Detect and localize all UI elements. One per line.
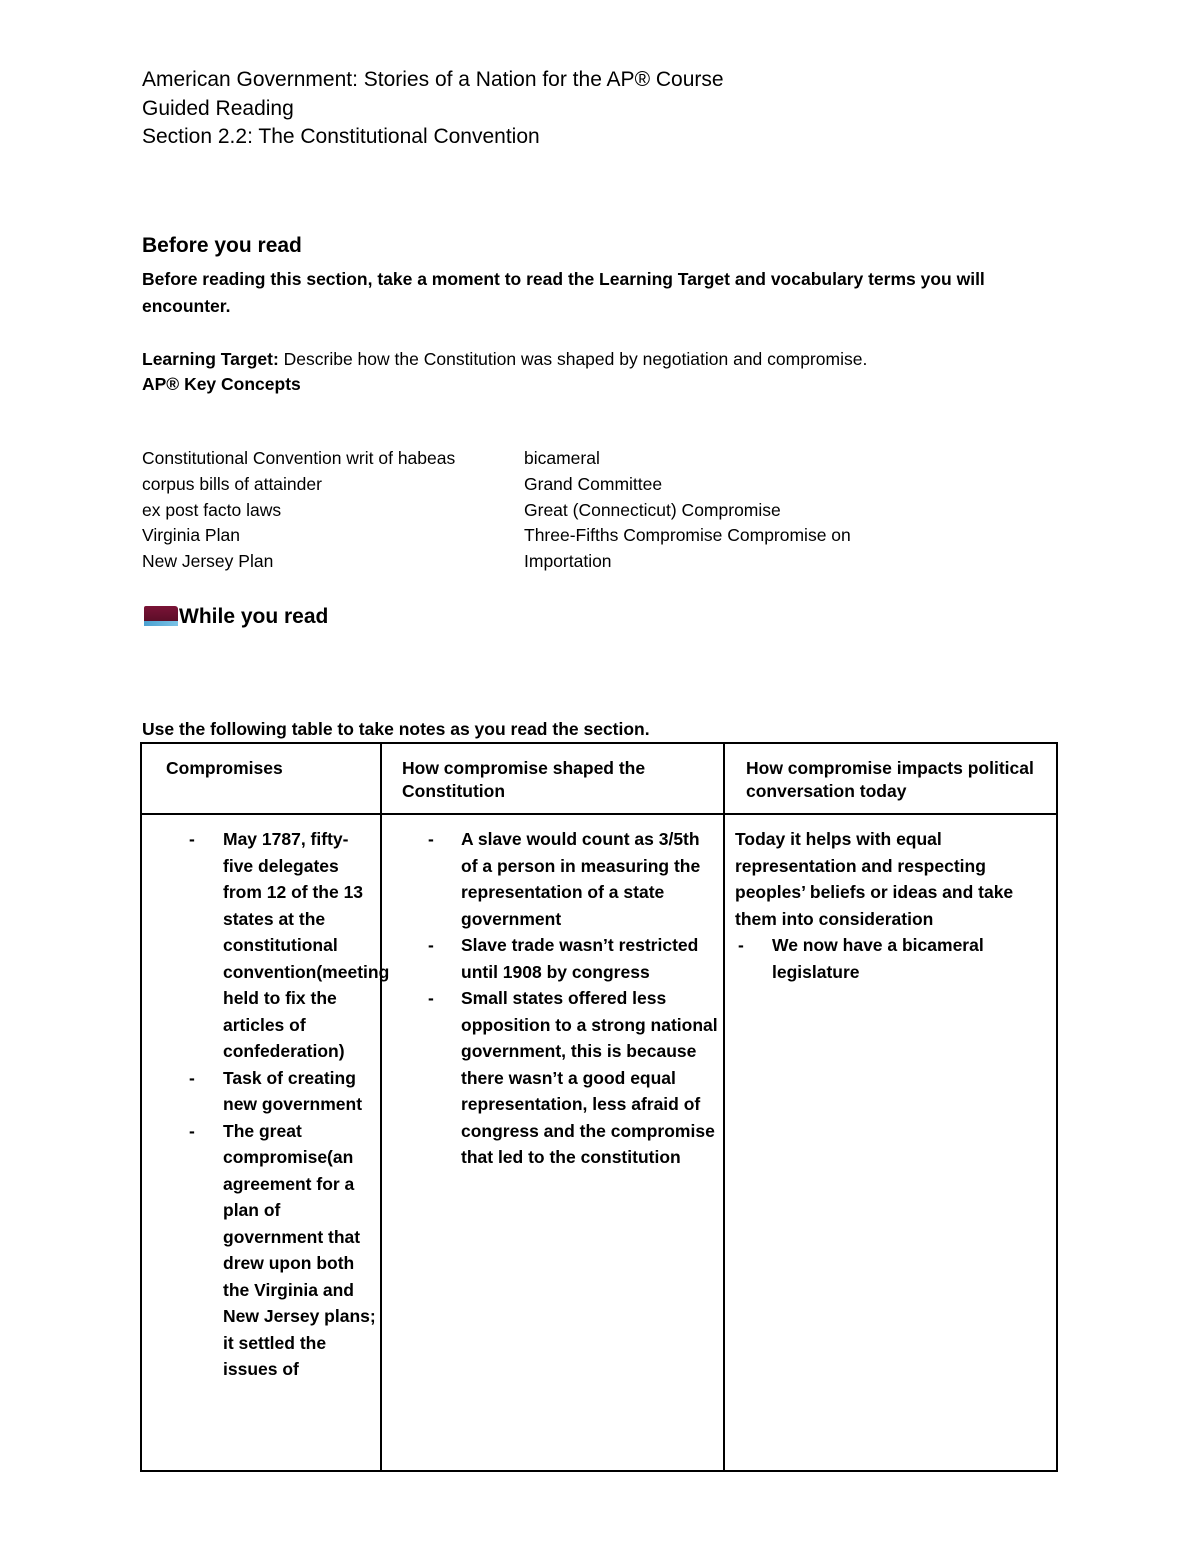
list-item: - Slave trade wasn’t restricted until 1908 by congress <box>425 932 720 985</box>
list-item: - May 1787, fifty-five delegates from 12 of the 13 states at the constitutional convention(meeting held to fix the articles of confederation) <box>186 826 376 1065</box>
today-paragraph: Today it helps with equal representation and respecting peoples’ beliefs or ideas and take them into consideration <box>735 829 1014 929</box>
constitution-cell[interactable] <box>425 826 720 1171</box>
document-header <box>142 66 724 152</box>
vocab-term: bicameral <box>524 448 600 468</box>
today-cell[interactable] <box>735 826 1055 985</box>
column-divider <box>723 744 725 1470</box>
list-item: - Task of creating new government <box>186 1065 376 1118</box>
while-you-read-heading: While you read <box>179 605 329 628</box>
vocab-term: Importation <box>524 551 612 572</box>
header-divider <box>142 813 1056 815</box>
column-header-today: How compromise impacts political conversation today <box>746 758 1034 801</box>
section-title: Section 2.2: The Constitutional Convention <box>142 125 540 148</box>
list-item: - We now have a bicameral legislature <box>735 932 1055 985</box>
notes-table <box>140 742 1058 1472</box>
column-header-constitution: How compromise shaped the Constitution <box>402 758 646 801</box>
vocab-term: corpus bills of attainder <box>142 473 322 494</box>
vocab-term: Constitutional Convention writ of habeas <box>142 448 456 468</box>
key-concepts-label: AP® Key Concepts <box>142 374 301 394</box>
vocab-list-left <box>142 446 455 575</box>
vocab-list-right <box>524 446 851 575</box>
column-divider <box>380 744 382 1470</box>
vocab-term: Three-Fifths Compromise Compromise on <box>524 525 851 546</box>
learning-target-text: Describe how the Constitution was shaped by negotiation and compromise. <box>278 349 868 369</box>
learning-target-label: Learning Target: <box>142 349 279 369</box>
before-you-read-instructions: Before reading this section, take a moment to read the Learning Target and vocabulary terms you will encounter. <box>142 269 985 316</box>
vocab-term: New Jersey Plan <box>142 551 274 572</box>
guide-type: Guided Reading <box>142 96 294 120</box>
vocab-term: ex post facto laws <box>142 499 282 520</box>
list-item: - The great compromise(an agreement for a plan of government that drew upon both the Virginia and New Jersey plans; it settled the issues of <box>186 1118 376 1383</box>
book-icon <box>144 606 178 628</box>
table-instructions: Use the following table to take notes as you read the section. <box>142 719 650 739</box>
course-title: American Government: Stories of a Nation for the AP® Course <box>142 68 724 91</box>
vocab-term: Virginia Plan <box>142 525 240 546</box>
while-you-read-row <box>144 605 328 629</box>
learning-target <box>142 347 902 397</box>
vocab-term: Grand Committee <box>524 473 663 494</box>
column-header-compromises: Compromises <box>166 758 283 778</box>
list-item: - A slave would count as 3/5th of a person in measuring the representation of a state government <box>425 826 720 932</box>
before-you-read-heading: Before you read <box>142 234 302 257</box>
list-item: - Small states offered less opposition to a strong national government, this is because there wasn’t a good equal representation, less afraid of congress and the compromise that led to the constitution <box>425 985 720 1171</box>
compromises-cell[interactable] <box>186 826 390 1383</box>
vocab-term: Great (Connecticut) Compromise <box>524 499 781 520</box>
